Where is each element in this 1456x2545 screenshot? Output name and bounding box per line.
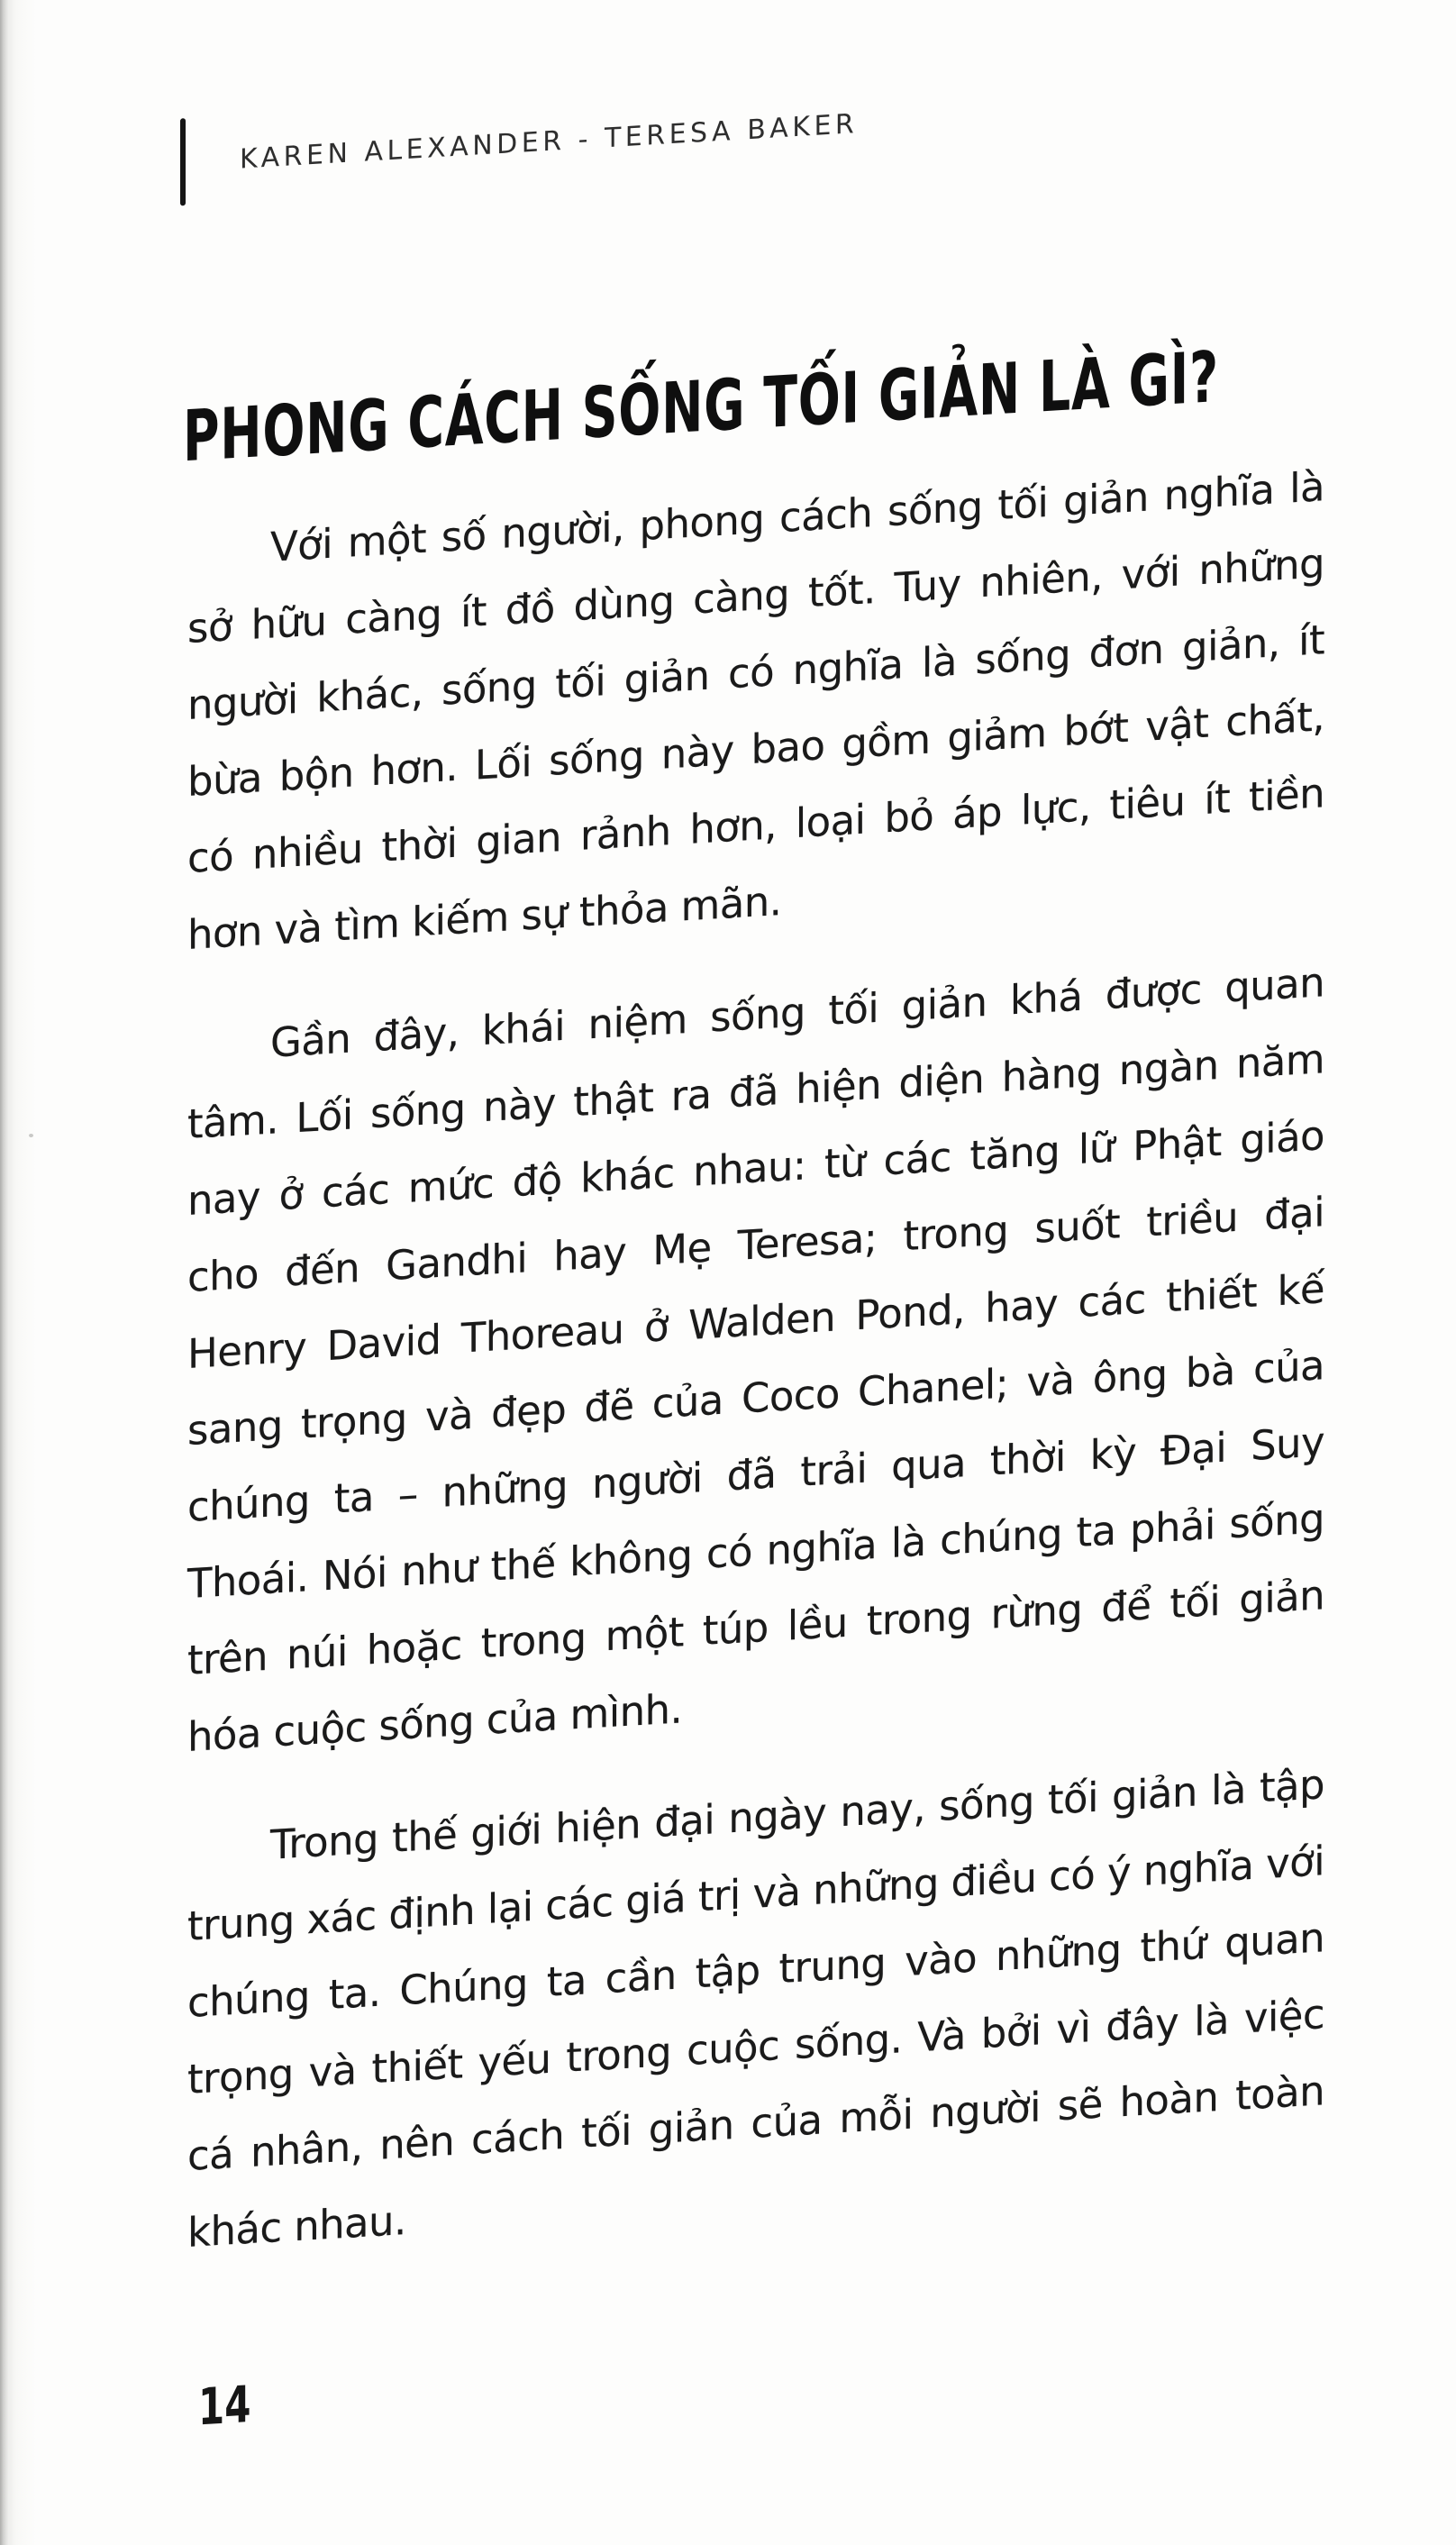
running-header bbox=[180, 67, 1081, 236]
chapter-title-text: PHONG CÁCH SỐNG TỐI GIẢN LÀ GÌ? bbox=[183, 336, 1219, 479]
paragraph: Gần đây, khái niệm sống tối giản khá được quan tâm. Lối sống này thật ra đã hiện diện hàng ngàn năm nay ở các mức độ khác nhau: từ các tăng lữ Phật giáo cho đến Gandhi hay Mẹ Teresa; trong suốt triều đại Henry David Thoreau ở Walden Pond, hay các thiết kế sang trọng và đẹp đẽ của Coco Chanel; và ông bà của chúng ta – những người đã trải qua thời kỳ Đại Suy Thoái. Nói như thế không có nghĩa là chúng ta phải sống trên núi hoặc trong một túp lều trong rừng để tối giản hóa cuộc sống của mình. bbox=[187, 958, 1324, 1762]
authors-text: KAREN ALEXANDER - TERESA BAKER bbox=[240, 108, 859, 176]
paragraph: Với một số người, phong cách sống tối giản nghĩa là sở hữu càng ít đồ dùng càng tốt. Tuy nhiên, với những người khác, sống tối giản có nghĩa là sống đơn giản, ít bừa bộn hơn. Lối sống này bao gồm giảm bớt vật chất, có nhiều thời gian rảnh hơn, loại bỏ áp lực, tiêu ít tiền hơn và tìm kiếm sự thỏa mãn. bbox=[187, 462, 1324, 960]
body-text bbox=[187, 448, 1324, 2271]
header-rule bbox=[180, 118, 186, 205]
paragraph: Trong thế giới hiện đại ngày nay, sống tối giản là tập trung xác định lại các giá trị và những điều có ý nghĩa với chúng ta. Chúng ta cần tập trung vào những thứ quan trọng và thiết yếu trong cuộc sống. Và bởi vì đây là việc cá nhân, nên cách tối giản của mỗi người sẽ hoàn toàn khác nhau. bbox=[187, 1760, 1324, 2258]
page-number bbox=[198, 2375, 268, 2441]
page-number-text: 14 bbox=[198, 2375, 251, 2438]
